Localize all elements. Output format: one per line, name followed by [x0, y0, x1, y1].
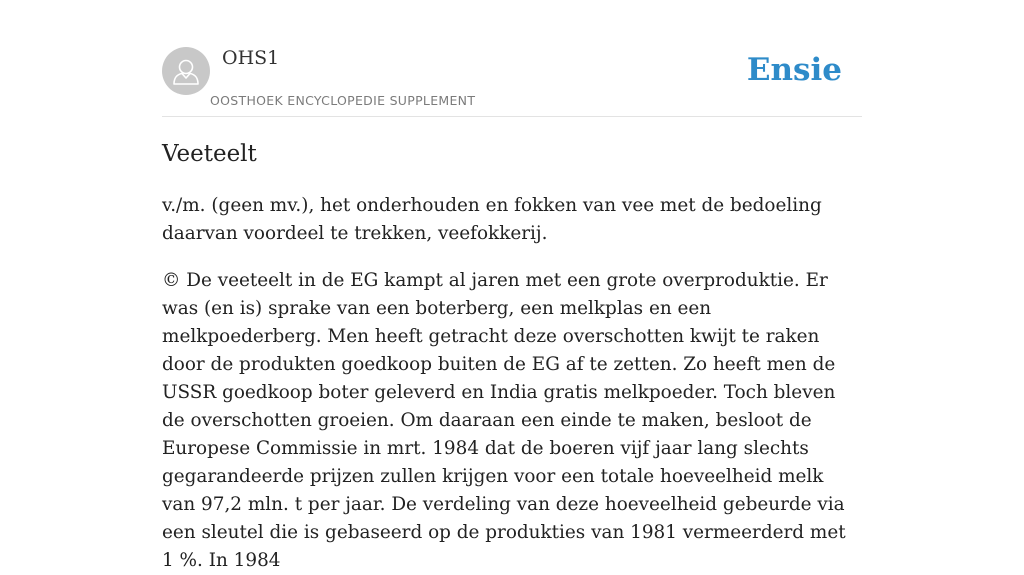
author-avatar[interactable]	[162, 47, 210, 95]
article-title: Veeteelt	[162, 141, 257, 167]
page-header	[162, 0, 862, 117]
ensie-logo[interactable]: Ensie	[746, 52, 842, 88]
author-name[interactable]: OHS1	[222, 47, 280, 69]
article-body: © De veeteelt in de EG kampt al jaren met een grote overproduktie. Er was (en is) sprake van een boterberg, een melkplas en een melkpoederberg. Men heeft getracht deze overschotten kwijt te raken door de produkten goedkoop buiten de EG af te zetten. Zo heeft men de USSR goedkoop boter geleverd en India gratis melkpoeder. Toch bleven de overschotten groeien. Om daaraan een einde te maken, besloot de Europese Commissie in mrt. 1984 dat de boeren vijf jaar lang slechts gegarandeerde prijzen zullen krijgen voor een totale hoeveelheid melk van 97,2 mln. t per jaar. De verdeling van deze hoeveelheid gebeurde via een sleutel die is gebaseerd op de produkties van 1981 vermeerderd met 1 %. In 1984	[162, 270, 846, 571]
article-definition: v./m. (geen mv.), het onderhouden en fokken van vee met de bedoeling daarvan voordeel te trekken, veefokkerij.	[162, 195, 822, 244]
source-name: OOSTHOEK ENCYCLOPEDIE SUPPLEMENT	[210, 93, 476, 108]
article	[162, 136, 862, 575]
user-silhouette-icon	[162, 47, 210, 95]
